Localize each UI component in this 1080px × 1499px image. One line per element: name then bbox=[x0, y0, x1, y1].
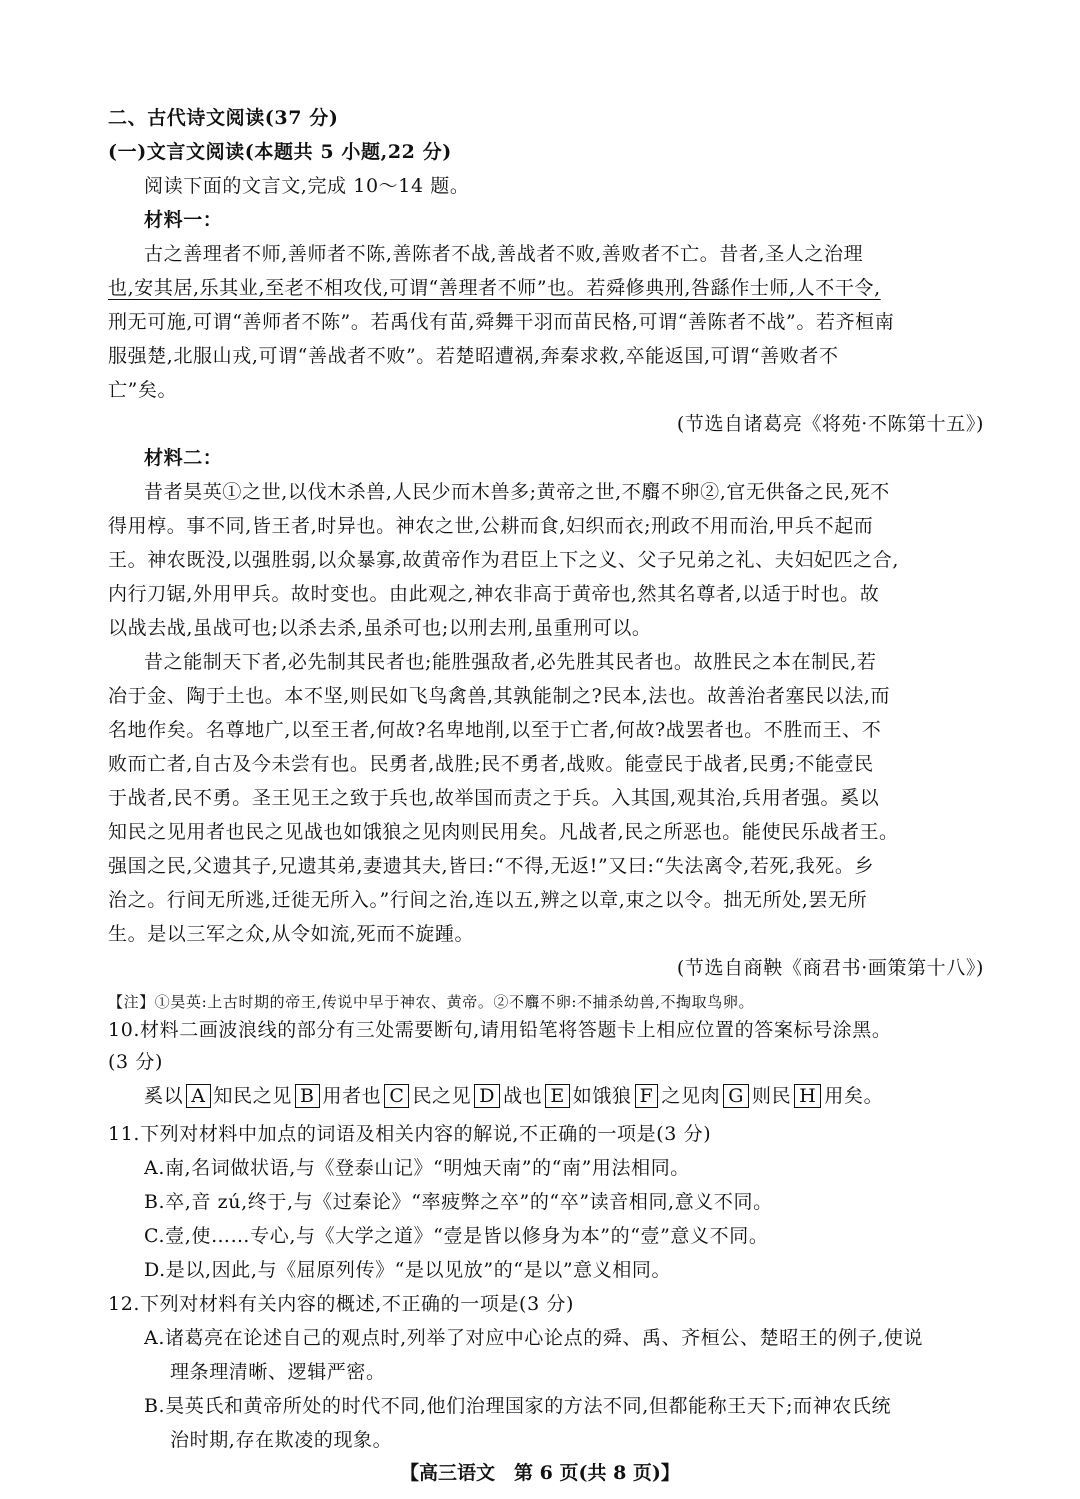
q10-box-e[interactable]: E bbox=[545, 1084, 569, 1108]
q12-stem: 12.下列对材料有关内容的概述,不正确的一项是(3 分) bbox=[108, 1293, 575, 1315]
material2-line-1: 昔者昊英①之世,以伐木杀兽,人民少而木兽多;黄帝之世,不麛不卵②,官无供备之民,死不 bbox=[144, 481, 890, 503]
q10-seg-5: 战也 bbox=[503, 1085, 543, 1107]
q10-box-a[interactable]: A bbox=[186, 1084, 210, 1108]
material2-label: 材料二： bbox=[144, 447, 223, 469]
section-title: 二、古代诗文阅读(37 分) bbox=[108, 107, 339, 129]
subsection-title: (一)文言文阅读(本题共 5 小题,22 分) bbox=[108, 141, 452, 163]
material2-line-5: 以战去战,虽战可也;以杀去杀,虽杀可也;以刑去刑,虽重刑可以。 bbox=[108, 617, 652, 639]
q10-seg-4: 民之见 bbox=[412, 1085, 472, 1107]
material2-line-12: 强国之民,父遗其子,兄遗其弟,妻遗其夫,皆曰:“不得,无返!”又曰:“失法离令,若死,我死。乡 bbox=[108, 855, 875, 877]
material2-line-11: 知民之见用者也民之见战也如饿狼之见肉则民用矣。凡战者,民之所恶也。能使民乐战者王。 bbox=[108, 821, 899, 843]
material1-line-5: 亡”矣。 bbox=[108, 379, 178, 401]
material1-source: (节选自诸葛亮《将苑·不陈第十五》) bbox=[676, 413, 984, 435]
q10-seg-1: 奚以 bbox=[144, 1085, 184, 1107]
q11-option-a[interactable]: A.南,名词做状语,与《登泰山记》“明烛天南”的“南”用法相同。 bbox=[144, 1157, 690, 1179]
q10-box-f[interactable]: F bbox=[635, 1084, 659, 1108]
q10-box-b[interactable]: B bbox=[295, 1084, 320, 1108]
material2-source: (节选自商鞅《商君书·画策第十八》) bbox=[676, 957, 984, 979]
q10-segment-row bbox=[144, 1082, 984, 1110]
material2-line-7: 冶于金、陶于土也。本不坚,则民如飞鸟禽兽,其孰能制之?民本,法也。故善治者塞民以法,而 bbox=[108, 685, 891, 707]
material2-line-8: 名地作矣。名尊地广,以至王者,何故?名卑地削,以至于亡者,何故?战罢者也。不胜而王、不 bbox=[108, 719, 882, 741]
q10-box-d[interactable]: D bbox=[474, 1084, 500, 1108]
q11-option-c[interactable]: C.壹,使……专心,与《大学之道》“壹是皆以修身为本”的“壹”意义不同。 bbox=[144, 1225, 769, 1247]
material2-line-10: 于战者,民不勇。圣王见王之致于兵也,故举国而责之于兵。入其国,观其治,兵用者强。奚以 bbox=[108, 787, 880, 809]
q11-stem: 11.下列对材料中加点的词语及相关内容的解说,不正确的一项是(3 分) bbox=[108, 1123, 712, 1145]
q10-stem: 10.材料二画波浪线的部分有三处需要断句,请用铅笔将答题卡上相应位置的答案标号涂黑。 bbox=[108, 1019, 892, 1041]
page-footer: 【高三语文 第 6 页(共 8 页)】 bbox=[400, 1462, 680, 1484]
q10-box-c[interactable]: C bbox=[384, 1084, 409, 1108]
material2-line-2: 得用椁。事不同,皆王者,时异也。神农之世,公耕而食,妇织而衣;刑政不用而治,甲兵不起而 bbox=[108, 515, 874, 537]
material1-line-3: 刑无可施,可谓“善师者不陈”。若禹伐有苗,舜舞干羽而苗民格,可谓“善陈者不战”。若齐桓南 bbox=[108, 311, 895, 333]
material2-line-3: 王。神农既没,以强胜弱,以众暴寡,故黄帝作为君臣上下之义、父子兄弟之礼、夫妇妃匹之合, bbox=[108, 549, 899, 571]
q12-option-a-line-2: 理条理清晰、逻辑严密。 bbox=[170, 1361, 386, 1383]
q12-option-b-line-2: 治时期,存在欺凌的现象。 bbox=[170, 1429, 393, 1451]
q12-option-a-line-1[interactable]: A.诸葛亮在论述自己的观点时,列举了对应中心论点的舜、禹、齐桓公、楚昭王的例子,使说 bbox=[144, 1327, 924, 1349]
q10-box-g[interactable]: G bbox=[723, 1084, 749, 1108]
q10-score: (3 分) bbox=[108, 1051, 163, 1073]
q10-seg-2: 知民之见 bbox=[213, 1085, 292, 1107]
q10-box-h[interactable]: H bbox=[794, 1084, 821, 1108]
q10-seg-9: 用矣。 bbox=[824, 1085, 884, 1107]
q10-seg-6: 如饿狼 bbox=[572, 1085, 632, 1107]
instruction: 阅读下面的文言文,完成 10～14 题。 bbox=[144, 175, 470, 197]
material2-line-9: 败而亡者,自古及今未尝有也。民勇者,战胜;民不勇者,战败。能壹民于战者,民勇;不能壹民 bbox=[108, 753, 874, 775]
q10-seg-3: 用者也 bbox=[322, 1085, 382, 1107]
material1-line-2: 也,安其居,乐其业,至老不相攻伐,可谓“善理者不师”也。若舜修典刑,咎繇作士师,人不干令, bbox=[108, 277, 881, 299]
material2-line-14: 生。是以三军之众,从令如流,死而不旋踵。 bbox=[108, 923, 475, 945]
footnote: 【注】①昊英:上古时期的帝王,传说中早于神农、黄帝。②不麛不卵:不捕杀幼兽,不掏取鸟卵。 bbox=[108, 993, 755, 1011]
q11-option-b[interactable]: B.卒,音 zú,终于,与《过秦论》“率疲弊之卒”的“卒”读音相同,意义不同。 bbox=[144, 1191, 773, 1213]
material2-line-6: 昔之能制天下者,必先制其民者也;能胜强敌者,必先胜其民者也。故胜民之本在制民,若 bbox=[144, 651, 877, 673]
material1-label: 材料一： bbox=[144, 209, 223, 231]
q12-option-b-line-1[interactable]: B.昊英氏和黄帝所处的时代不同,他们治理国家的方法不同,但都能称王天下;而神农氏统 bbox=[144, 1395, 892, 1417]
q11-option-d[interactable]: D.是以,因此,与《屈原列传》“是以见放”的“是以”意义相同。 bbox=[144, 1259, 672, 1281]
q10-seg-8: 则民 bbox=[752, 1085, 792, 1107]
material2-line-4: 内行刀锯,外用甲兵。故时变也。由此观之,神农非高于黄帝也,然其名尊者,以适于时也。故 bbox=[108, 583, 880, 605]
material2-line-13: 治之。行间无所逃,迁徙无所入。”行间之治,连以五,辨之以章,束之以令。拙无所处,罢无所 bbox=[108, 889, 868, 911]
material1-line-1: 古之善理者不师,善师者不陈,善陈者不战,善战者不败,善败者不亡。昔者,圣人之治理 bbox=[144, 243, 864, 265]
q10-seg-7: 之见肉 bbox=[661, 1085, 721, 1107]
material1-line-4: 服强楚,北服山戎,可谓“善战者不败”。若楚昭遭祸,奔秦求救,卒能返国,可谓“善败者不 bbox=[108, 345, 839, 367]
